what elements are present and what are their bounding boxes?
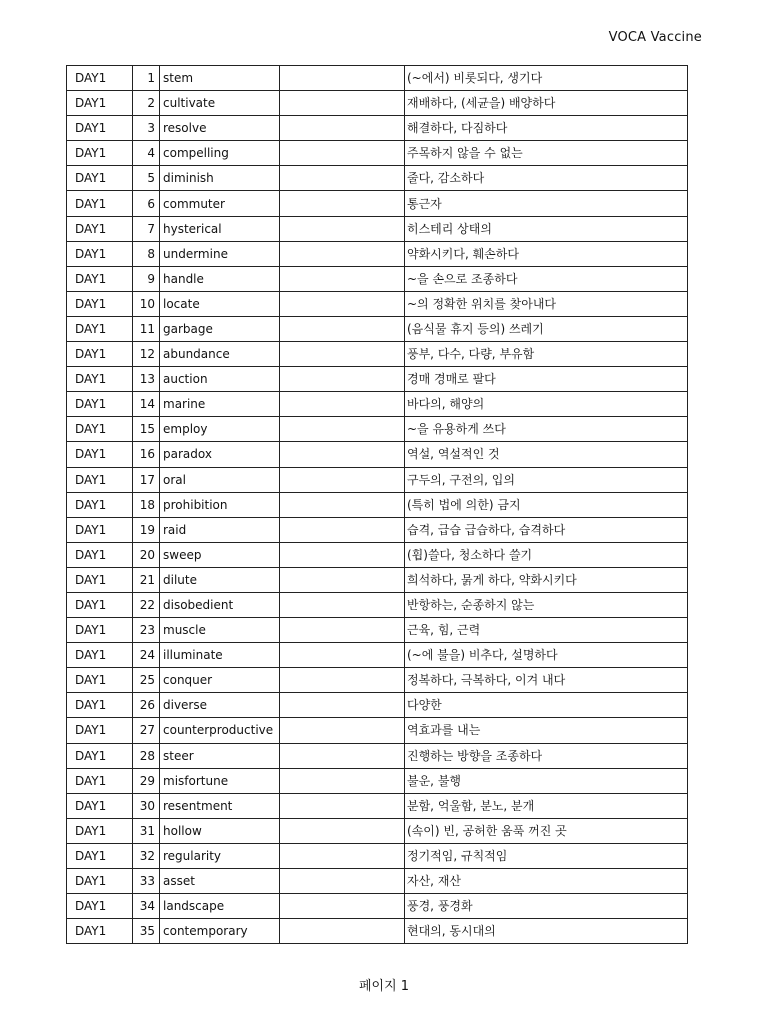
table-row (67, 542, 688, 567)
number-cell: 34 (133, 894, 160, 919)
blank-answer-cell (280, 818, 405, 843)
day-cell: DAY1 (67, 141, 133, 166)
day-cell: DAY1 (67, 392, 133, 417)
blank-answer-cell (280, 316, 405, 341)
blank-answer-cell (280, 843, 405, 868)
meaning-cell: 경매 경매로 팔다 (405, 367, 688, 392)
table-row (67, 392, 688, 417)
number-cell: 14 (133, 392, 160, 417)
table-row (67, 843, 688, 868)
word-cell: hysterical (160, 216, 280, 241)
day-cell: DAY1 (67, 91, 133, 116)
day-cell: DAY1 (67, 618, 133, 643)
number-cell: 26 (133, 693, 160, 718)
day-cell: DAY1 (67, 818, 133, 843)
blank-answer-cell (280, 66, 405, 91)
blank-answer-cell (280, 266, 405, 291)
number-cell: 20 (133, 542, 160, 567)
blank-answer-cell (280, 793, 405, 818)
word-cell: diminish (160, 166, 280, 191)
blank-answer-cell (280, 342, 405, 367)
blank-answer-cell (280, 743, 405, 768)
meaning-cell: 반항하는, 순종하지 않는 (405, 592, 688, 617)
day-cell: DAY1 (67, 116, 133, 141)
document-header-title: VOCA Vaccine (608, 30, 702, 45)
number-cell: 35 (133, 919, 160, 944)
meaning-cell: 풍경, 풍경화 (405, 894, 688, 919)
table-row (67, 743, 688, 768)
meaning-cell: 희석하다, 묽게 하다, 약화시키다 (405, 567, 688, 592)
day-cell: DAY1 (67, 517, 133, 542)
blank-answer-cell (280, 91, 405, 116)
number-cell: 2 (133, 91, 160, 116)
number-cell: 3 (133, 116, 160, 141)
number-cell: 7 (133, 216, 160, 241)
number-cell: 11 (133, 316, 160, 341)
meaning-cell: 자산, 재산 (405, 869, 688, 894)
meaning-cell: (특히 법에 의한) 금지 (405, 492, 688, 517)
table-row (67, 517, 688, 542)
table-row (67, 342, 688, 367)
meaning-cell: 줄다, 감소하다 (405, 166, 688, 191)
blank-answer-cell (280, 417, 405, 442)
number-cell: 22 (133, 592, 160, 617)
blank-answer-cell (280, 517, 405, 542)
blank-answer-cell (280, 894, 405, 919)
meaning-cell: (~에서) 비롯되다, 생기다 (405, 66, 688, 91)
day-cell: DAY1 (67, 467, 133, 492)
blank-answer-cell (280, 392, 405, 417)
day-cell: DAY1 (67, 417, 133, 442)
word-cell: locate (160, 291, 280, 316)
blank-answer-cell (280, 768, 405, 793)
blank-answer-cell (280, 216, 405, 241)
blank-answer-cell (280, 919, 405, 944)
word-cell: illuminate (160, 643, 280, 668)
blank-answer-cell (280, 542, 405, 567)
table-row (67, 567, 688, 592)
day-cell: DAY1 (67, 869, 133, 894)
word-cell: asset (160, 869, 280, 894)
word-cell: sweep (160, 542, 280, 567)
table-row (67, 241, 688, 266)
word-cell: auction (160, 367, 280, 392)
meaning-cell: 습격, 급습 급습하다, 습격하다 (405, 517, 688, 542)
table-row (67, 66, 688, 91)
word-cell: landscape (160, 894, 280, 919)
word-cell: muscle (160, 618, 280, 643)
vocabulary-table-body (67, 66, 688, 944)
blank-answer-cell (280, 367, 405, 392)
word-cell: abundance (160, 342, 280, 367)
meaning-cell: 히스테리 상태의 (405, 216, 688, 241)
number-cell: 18 (133, 492, 160, 517)
blank-answer-cell (280, 241, 405, 266)
table-row (67, 919, 688, 944)
day-cell: DAY1 (67, 342, 133, 367)
number-cell: 16 (133, 442, 160, 467)
blank-answer-cell (280, 467, 405, 492)
word-cell: handle (160, 266, 280, 291)
table-row (67, 768, 688, 793)
word-cell: garbage (160, 316, 280, 341)
word-cell: steer (160, 743, 280, 768)
number-cell: 24 (133, 643, 160, 668)
table-row (67, 693, 688, 718)
day-cell: DAY1 (67, 166, 133, 191)
meaning-cell: ~을 유용하게 쓰다 (405, 417, 688, 442)
blank-answer-cell (280, 592, 405, 617)
word-cell: diverse (160, 693, 280, 718)
blank-answer-cell (280, 291, 405, 316)
number-cell: 19 (133, 517, 160, 542)
table-row (67, 718, 688, 743)
blank-answer-cell (280, 643, 405, 668)
meaning-cell: 바다의, 해양의 (405, 392, 688, 417)
day-cell: DAY1 (67, 718, 133, 743)
word-cell: commuter (160, 191, 280, 216)
word-cell: hollow (160, 818, 280, 843)
number-cell: 17 (133, 467, 160, 492)
meaning-cell: 정복하다, 극복하다, 이겨 내다 (405, 668, 688, 693)
number-cell: 10 (133, 291, 160, 316)
day-cell: DAY1 (67, 492, 133, 517)
table-row (67, 266, 688, 291)
meaning-cell: (음식물 휴지 등의) 쓰레기 (405, 316, 688, 341)
day-cell: DAY1 (67, 367, 133, 392)
meaning-cell: 역효과를 내는 (405, 718, 688, 743)
meaning-cell: (속이) 빈, 공허한 움푹 꺼진 곳 (405, 818, 688, 843)
number-cell: 12 (133, 342, 160, 367)
day-cell: DAY1 (67, 768, 133, 793)
day-cell: DAY1 (67, 643, 133, 668)
number-cell: 5 (133, 166, 160, 191)
word-cell: oral (160, 467, 280, 492)
day-cell: DAY1 (67, 743, 133, 768)
word-cell: resolve (160, 116, 280, 141)
meaning-cell: 구두의, 구전의, 입의 (405, 467, 688, 492)
blank-answer-cell (280, 442, 405, 467)
day-cell: DAY1 (67, 66, 133, 91)
day-cell: DAY1 (67, 191, 133, 216)
number-cell: 31 (133, 818, 160, 843)
table-row (67, 869, 688, 894)
word-cell: prohibition (160, 492, 280, 517)
table-row (67, 166, 688, 191)
meaning-cell: 재배하다, (세균을) 배양하다 (405, 91, 688, 116)
table-row (67, 367, 688, 392)
table-row (67, 91, 688, 116)
number-cell: 4 (133, 141, 160, 166)
table-row (67, 492, 688, 517)
meaning-cell: 약화시키다, 훼손하다 (405, 241, 688, 266)
word-cell: conquer (160, 668, 280, 693)
number-cell: 27 (133, 718, 160, 743)
table-row (67, 216, 688, 241)
day-cell: DAY1 (67, 894, 133, 919)
table-row (67, 592, 688, 617)
day-cell: DAY1 (67, 592, 133, 617)
word-cell: stem (160, 66, 280, 91)
word-cell: resentment (160, 793, 280, 818)
day-cell: DAY1 (67, 793, 133, 818)
meaning-cell: ~의 정확한 위치를 찾아내다 (405, 291, 688, 316)
table-row (67, 316, 688, 341)
blank-answer-cell (280, 567, 405, 592)
table-row (67, 793, 688, 818)
table-row (67, 818, 688, 843)
word-cell: disobedient (160, 592, 280, 617)
table-row (67, 467, 688, 492)
meaning-cell: ~을 손으로 조종하다 (405, 266, 688, 291)
number-cell: 21 (133, 567, 160, 592)
word-cell: employ (160, 417, 280, 442)
day-cell: DAY1 (67, 668, 133, 693)
day-cell: DAY1 (67, 316, 133, 341)
page-number-footer: 페이지 1 (358, 979, 410, 994)
number-cell: 23 (133, 618, 160, 643)
day-cell: DAY1 (67, 266, 133, 291)
word-cell: contemporary (160, 919, 280, 944)
number-cell: 29 (133, 768, 160, 793)
number-cell: 33 (133, 869, 160, 894)
meaning-cell: 근육, 힘, 근력 (405, 618, 688, 643)
number-cell: 25 (133, 668, 160, 693)
table-row (67, 643, 688, 668)
number-cell: 6 (133, 191, 160, 216)
day-cell: DAY1 (67, 693, 133, 718)
day-cell: DAY1 (67, 291, 133, 316)
word-cell: raid (160, 517, 280, 542)
blank-answer-cell (280, 693, 405, 718)
day-cell: DAY1 (67, 843, 133, 868)
day-cell: DAY1 (67, 919, 133, 944)
meaning-cell: 정기적임, 규칙적임 (405, 843, 688, 868)
meaning-cell: 해결하다, 다짐하다 (405, 116, 688, 141)
meaning-cell: 주목하지 않을 수 없는 (405, 141, 688, 166)
number-cell: 30 (133, 793, 160, 818)
meaning-cell: 풍부, 다수, 다량, 부유함 (405, 342, 688, 367)
word-cell: undermine (160, 241, 280, 266)
word-cell: counterproductive (160, 718, 280, 743)
meaning-cell: 불운, 불행 (405, 768, 688, 793)
blank-answer-cell (280, 492, 405, 517)
blank-answer-cell (280, 166, 405, 191)
table-row (67, 141, 688, 166)
table-row (67, 442, 688, 467)
meaning-cell: 다양한 (405, 693, 688, 718)
day-cell: DAY1 (67, 241, 133, 266)
table-row (67, 894, 688, 919)
day-cell: DAY1 (67, 567, 133, 592)
blank-answer-cell (280, 191, 405, 216)
day-cell: DAY1 (67, 442, 133, 467)
number-cell: 1 (133, 66, 160, 91)
number-cell: 28 (133, 743, 160, 768)
word-cell: paradox (160, 442, 280, 467)
blank-answer-cell (280, 141, 405, 166)
meaning-cell: 현대의, 동시대의 (405, 919, 688, 944)
meaning-cell: 통근자 (405, 191, 688, 216)
day-cell: DAY1 (67, 216, 133, 241)
day-cell: DAY1 (67, 542, 133, 567)
word-cell: marine (160, 392, 280, 417)
number-cell: 9 (133, 266, 160, 291)
blank-answer-cell (280, 718, 405, 743)
meaning-cell: (휩)쓸다, 청소하다 쓸기 (405, 542, 688, 567)
number-cell: 13 (133, 367, 160, 392)
table-row (67, 417, 688, 442)
meaning-cell: 역설, 역설적인 것 (405, 442, 688, 467)
table-row (67, 116, 688, 141)
blank-answer-cell (280, 869, 405, 894)
number-cell: 15 (133, 417, 160, 442)
table-row (67, 618, 688, 643)
meaning-cell: (~에 불을) 비추다, 설명하다 (405, 643, 688, 668)
blank-answer-cell (280, 116, 405, 141)
word-cell: cultivate (160, 91, 280, 116)
word-cell: dilute (160, 567, 280, 592)
word-cell: compelling (160, 141, 280, 166)
number-cell: 32 (133, 843, 160, 868)
table-row (67, 191, 688, 216)
meaning-cell: 분함, 억울함, 분노, 분개 (405, 793, 688, 818)
meaning-cell: 진행하는 방향을 조종하다 (405, 743, 688, 768)
word-cell: misfortune (160, 768, 280, 793)
blank-answer-cell (280, 668, 405, 693)
blank-answer-cell (280, 618, 405, 643)
vocabulary-table (66, 65, 688, 944)
word-cell: regularity (160, 843, 280, 868)
table-row (67, 668, 688, 693)
table-row (67, 291, 688, 316)
number-cell: 8 (133, 241, 160, 266)
